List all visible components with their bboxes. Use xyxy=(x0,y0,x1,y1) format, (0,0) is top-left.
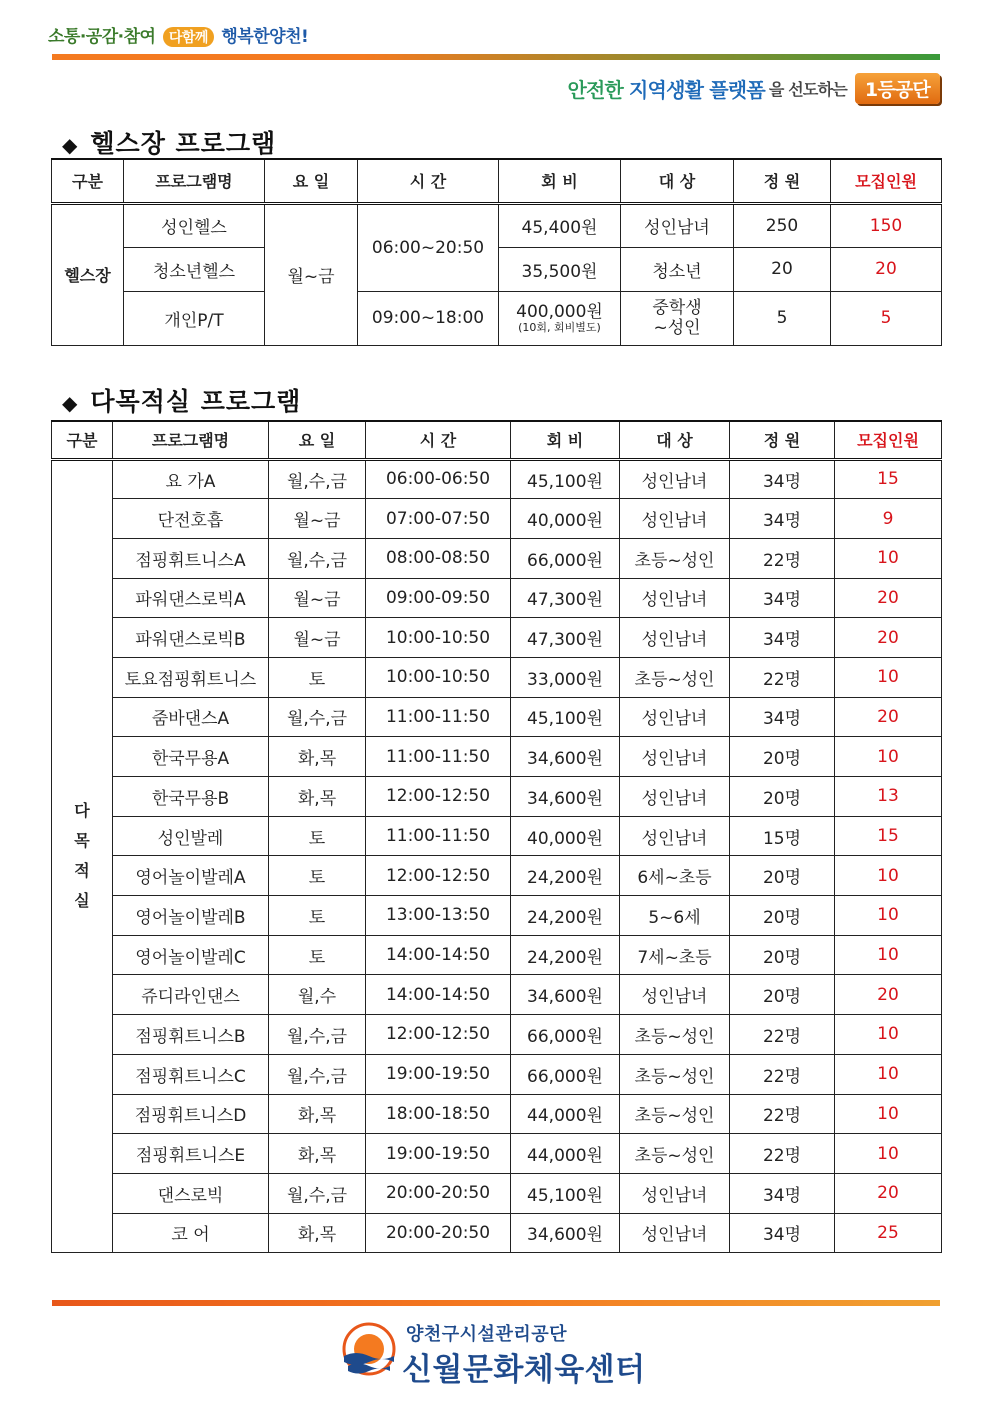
program-target: 7세~초등 xyxy=(620,935,730,975)
program-fee: 45,100원 xyxy=(511,697,620,737)
gym-title-text: 헬스장 프로그램 xyxy=(90,129,277,158)
program-fee: 44,000원 xyxy=(511,1134,620,1174)
gym-header-day: 요 일 xyxy=(265,159,358,203)
diamond-icon: ◆ xyxy=(62,391,79,415)
program-name: 댄스로빅 xyxy=(113,1173,269,1213)
program-capacity: 34명 xyxy=(730,1213,835,1253)
program-recruit: 13 xyxy=(835,777,942,817)
table-row xyxy=(52,657,942,697)
gym-header-category: 구분 xyxy=(52,159,124,203)
program-capacity: 22명 xyxy=(730,657,835,697)
program-target: 성인남녀 xyxy=(620,578,730,618)
slogan-text-2: 행복한 xyxy=(221,27,270,47)
table-row xyxy=(52,777,942,817)
program-day: 월,수,금 xyxy=(269,697,366,737)
program-fee: 66,000원 xyxy=(511,1054,620,1094)
program-name: 파워댄스로빅A xyxy=(113,578,269,618)
program-recruit: 10 xyxy=(835,538,942,578)
program-fee: 35,500원 xyxy=(499,247,621,291)
gym-table xyxy=(51,158,942,346)
program-day: 토 xyxy=(269,896,366,936)
program-target: 성인남녀 xyxy=(620,975,730,1015)
program-capacity: 22명 xyxy=(730,538,835,578)
table-row xyxy=(52,1134,942,1174)
gym-header-target: 대 상 xyxy=(621,159,734,203)
table-row xyxy=(52,975,942,1015)
program-recruit: 20 xyxy=(831,247,942,291)
footer-center-name: 신월문화체육센터 xyxy=(402,1352,646,1388)
table-row xyxy=(52,737,942,777)
program-time: 13:00-13:50 xyxy=(366,896,511,936)
slogan-text: 소통·공감·참여 xyxy=(48,27,156,47)
program-time: 12:00-12:50 xyxy=(366,777,511,817)
target-line-2: ~성인 xyxy=(653,318,701,338)
program-capacity: 20명 xyxy=(730,935,835,975)
program-fee: 45,100원 xyxy=(511,1173,620,1213)
program-target xyxy=(621,291,734,345)
program-target: 성인남녀 xyxy=(620,1213,730,1253)
program-time: 14:00-14:50 xyxy=(366,935,511,975)
program-recruit: 10 xyxy=(835,657,942,697)
program-recruit: 10 xyxy=(835,856,942,896)
gym-header-name: 프로그램명 xyxy=(124,159,265,203)
table-row xyxy=(52,578,942,618)
program-time: 11:00-11:50 xyxy=(366,697,511,737)
program-day: 월,수,금 xyxy=(269,1015,366,1055)
program-capacity: 250 xyxy=(734,203,831,247)
program-day: 토 xyxy=(269,816,366,856)
gym-time-a: 06:00~20:50 xyxy=(358,203,499,291)
program-recruit: 10 xyxy=(835,896,942,936)
program-capacity: 20 xyxy=(734,247,831,291)
table-row xyxy=(52,1173,942,1213)
program-fee: 24,200원 xyxy=(511,935,620,975)
program-recruit: 15 xyxy=(835,459,942,499)
tagline-3: 을 선도하는 xyxy=(768,79,847,99)
program-day: 화,목 xyxy=(269,1094,366,1134)
program-fee: 45,100원 xyxy=(511,459,620,499)
program-capacity: 20명 xyxy=(730,856,835,896)
gym-section-title xyxy=(62,124,276,160)
table-row xyxy=(52,538,942,578)
program-capacity: 22명 xyxy=(730,1094,835,1134)
program-capacity: 34명 xyxy=(730,697,835,737)
multi-category-label: 다목적실 xyxy=(74,801,90,911)
program-name: 요 가A xyxy=(113,459,269,499)
program-name: 점핑휘트니스D xyxy=(113,1094,269,1134)
table-row xyxy=(52,1213,942,1253)
table-row xyxy=(52,1094,942,1134)
program-recruit: 20 xyxy=(835,975,942,1015)
multi-header-target: 대 상 xyxy=(620,421,730,459)
program-time: 14:00-14:50 xyxy=(366,975,511,1015)
program-time: 12:00-12:50 xyxy=(366,856,511,896)
header-slogan xyxy=(48,22,308,47)
program-fee: 24,200원 xyxy=(511,856,620,896)
program-capacity: 20명 xyxy=(730,777,835,817)
program-fee xyxy=(499,291,621,345)
program-capacity: 20명 xyxy=(730,896,835,936)
program-time: 07:00-07:50 xyxy=(366,499,511,539)
program-name: 성인발레 xyxy=(113,816,269,856)
multi-header-fee: 회 비 xyxy=(511,421,620,459)
program-name: 영어놀이발레C xyxy=(113,935,269,975)
program-target: 초등~성인 xyxy=(620,538,730,578)
program-target: 성인남녀 xyxy=(620,697,730,737)
program-name: 한국무용A xyxy=(113,737,269,777)
program-day: 월~금 xyxy=(269,618,366,658)
slogan-badge: 다함께 xyxy=(163,27,214,47)
program-target: 청소년 xyxy=(621,247,734,291)
table-row xyxy=(52,499,942,539)
program-fee: 33,000원 xyxy=(511,657,620,697)
program-fee: 24,200원 xyxy=(511,896,620,936)
program-target: 6세~초등 xyxy=(620,856,730,896)
program-target: 성인남녀 xyxy=(620,816,730,856)
program-fee: 40,000원 xyxy=(511,499,620,539)
program-time: 18:00-18:50 xyxy=(366,1094,511,1134)
program-day: 토 xyxy=(269,856,366,896)
footer-org: 양천구시설관리공단 xyxy=(406,1324,567,1345)
program-capacity: 5 xyxy=(734,291,831,345)
program-target: 초등~성인 xyxy=(620,1054,730,1094)
program-day: 월~금 xyxy=(269,499,366,539)
program-capacity: 34명 xyxy=(730,578,835,618)
program-day: 월,수,금 xyxy=(269,1054,366,1094)
program-day: 월,수,금 xyxy=(269,459,366,499)
program-time: 20:00-20:50 xyxy=(366,1173,511,1213)
program-time: 11:00-11:50 xyxy=(366,816,511,856)
program-name: 토요점핑휘트니스 xyxy=(113,657,269,697)
program-day: 월,수 xyxy=(269,975,366,1015)
program-day: 월~금 xyxy=(269,578,366,618)
tagline-2: 지역생활 플랫폼 xyxy=(629,77,765,102)
program-target: 성인남녀 xyxy=(620,737,730,777)
program-fee: 34,600원 xyxy=(511,737,620,777)
program-day: 화,목 xyxy=(269,737,366,777)
program-recruit: 10 xyxy=(835,737,942,777)
program-day: 화,목 xyxy=(269,777,366,817)
program-name: 개인P/T xyxy=(124,291,265,345)
program-capacity: 34명 xyxy=(730,459,835,499)
program-target: 성인남녀 xyxy=(620,499,730,539)
program-name: 쥬디라인댄스 xyxy=(113,975,269,1015)
program-fee: 66,000원 xyxy=(511,1015,620,1055)
table-row xyxy=(52,618,942,658)
gym-header-fee: 회 비 xyxy=(499,159,621,203)
gym-header-recruit: 모집인원 xyxy=(831,159,942,203)
program-name: 단전호흡 xyxy=(113,499,269,539)
program-fee: 47,300원 xyxy=(511,578,620,618)
diamond-icon: ◆ xyxy=(62,133,79,157)
program-name: 점핑휘트니스C xyxy=(113,1054,269,1094)
program-day: 화,목 xyxy=(269,1134,366,1174)
tagline xyxy=(567,72,940,104)
table-row xyxy=(52,856,942,896)
program-fee: 44,000원 xyxy=(511,1094,620,1134)
multi-header-time: 시 간 xyxy=(366,421,511,459)
program-fee: 40,000원 xyxy=(511,816,620,856)
table-row xyxy=(52,697,942,737)
program-target: 성인남녀 xyxy=(620,1173,730,1213)
program-recruit: 25 xyxy=(835,1213,942,1253)
program-time: 19:00-19:50 xyxy=(366,1134,511,1174)
program-recruit: 5 xyxy=(831,291,942,345)
program-time: 10:00-10:50 xyxy=(366,618,511,658)
program-target: 성인남녀 xyxy=(620,459,730,499)
program-time: 12:00-12:50 xyxy=(366,1015,511,1055)
program-fee: 34,600원 xyxy=(511,777,620,817)
tagline-1: 안전한 xyxy=(567,77,624,102)
footer-logo xyxy=(340,1320,660,1388)
multi-table xyxy=(51,420,942,1253)
program-day: 토 xyxy=(269,935,366,975)
program-time: 20:00-20:50 xyxy=(366,1213,511,1253)
program-target: 5~6세 xyxy=(620,896,730,936)
program-fee: 66,000원 xyxy=(511,538,620,578)
gym-header-time: 시 간 xyxy=(358,159,499,203)
program-capacity: 20명 xyxy=(730,975,835,1015)
program-target: 성인남녀 xyxy=(620,618,730,658)
program-target: 초등~성인 xyxy=(620,1015,730,1055)
program-recruit: 20 xyxy=(835,1173,942,1213)
program-name: 청소년헬스 xyxy=(124,247,265,291)
program-recruit: 10 xyxy=(835,1054,942,1094)
multi-header-category: 구분 xyxy=(52,421,113,459)
program-capacity: 15명 xyxy=(730,816,835,856)
program-recruit: 10 xyxy=(835,1015,942,1055)
program-time: 19:00-19:50 xyxy=(366,1054,511,1094)
program-fee: 47,300원 xyxy=(511,618,620,658)
target-line-1: 중학생 xyxy=(652,298,702,318)
gym-day: 월~금 xyxy=(265,203,358,345)
program-time: 06:00-06:50 xyxy=(366,459,511,499)
table-row xyxy=(52,935,942,975)
program-target: 성인남녀 xyxy=(621,203,734,247)
program-target: 성인남녀 xyxy=(620,777,730,817)
bottom-divider xyxy=(52,1300,940,1306)
top-divider xyxy=(52,54,940,60)
tagline-badge: 1등공단 xyxy=(855,73,940,104)
program-name: 점핑휘트니스A xyxy=(113,538,269,578)
program-capacity: 22명 xyxy=(730,1134,835,1174)
multi-title-text: 다목적실 프로그램 xyxy=(90,387,302,416)
table-row xyxy=(52,291,942,345)
program-capacity: 34명 xyxy=(730,1173,835,1213)
table-row xyxy=(52,1054,942,1094)
table-row xyxy=(52,816,942,856)
program-time: 09:00-09:50 xyxy=(366,578,511,618)
program-recruit: 20 xyxy=(835,578,942,618)
program-day: 월,수,금 xyxy=(269,1173,366,1213)
program-recruit: 20 xyxy=(835,697,942,737)
program-fee: 34,600원 xyxy=(511,1213,620,1253)
program-recruit: 150 xyxy=(831,203,942,247)
program-capacity: 34명 xyxy=(730,499,835,539)
program-recruit: 15 xyxy=(835,816,942,856)
table-row xyxy=(52,459,942,499)
multi-header-recruit: 모집인원 xyxy=(835,421,942,459)
gym-header-capacity: 정 원 xyxy=(734,159,831,203)
program-recruit: 10 xyxy=(835,1134,942,1174)
table-row xyxy=(52,1015,942,1055)
program-name: 점핑휘트니스B xyxy=(113,1015,269,1055)
program-recruit: 20 xyxy=(835,618,942,658)
program-target: 초등~성인 xyxy=(620,657,730,697)
multi-category xyxy=(52,459,113,1253)
multi-section-title xyxy=(62,382,301,418)
sun-wave-logo-icon xyxy=(340,1322,398,1380)
multi-header-name: 프로그램명 xyxy=(113,421,269,459)
program-time: 08:00-08:50 xyxy=(366,538,511,578)
program-capacity: 34명 xyxy=(730,618,835,658)
program-target: 초등~성인 xyxy=(620,1094,730,1134)
program-recruit: 10 xyxy=(835,935,942,975)
program-day: 토 xyxy=(269,657,366,697)
gym-category: 헬스장 xyxy=(52,203,124,345)
program-fee: 34,600원 xyxy=(511,975,620,1015)
program-name: 한국무용B xyxy=(113,777,269,817)
program-target: 초등~성인 xyxy=(620,1134,730,1174)
program-capacity: 22명 xyxy=(730,1015,835,1055)
program-fee: 45,400원 xyxy=(499,203,621,247)
fee-note: (10회, 회비별도) xyxy=(518,321,601,334)
slogan-text-3: 양천! xyxy=(269,27,309,47)
program-name: 코 어 xyxy=(113,1213,269,1253)
program-time: 10:00-10:50 xyxy=(366,657,511,697)
program-name: 영어놀이발레A xyxy=(113,856,269,896)
table-row xyxy=(52,203,942,247)
program-recruit: 9 xyxy=(835,499,942,539)
program-name: 성인헬스 xyxy=(124,203,265,247)
fee-main: 400,000원 xyxy=(516,302,603,322)
program-name: 점핑휘트니스E xyxy=(113,1134,269,1174)
program-time: 11:00-11:50 xyxy=(366,737,511,777)
program-day: 화,목 xyxy=(269,1213,366,1253)
program-day: 월,수,금 xyxy=(269,538,366,578)
program-name: 영어놀이발레B xyxy=(113,896,269,936)
program-name: 줌바댄스A xyxy=(113,697,269,737)
gym-time-b: 09:00~18:00 xyxy=(358,291,499,345)
program-capacity: 22명 xyxy=(730,1054,835,1094)
program-name: 파워댄스로빅B xyxy=(113,618,269,658)
program-recruit: 10 xyxy=(835,1094,942,1134)
program-capacity: 20명 xyxy=(730,737,835,777)
multi-header-capacity: 정 원 xyxy=(730,421,835,459)
table-row xyxy=(52,896,942,936)
multi-header-day: 요 일 xyxy=(269,421,366,459)
